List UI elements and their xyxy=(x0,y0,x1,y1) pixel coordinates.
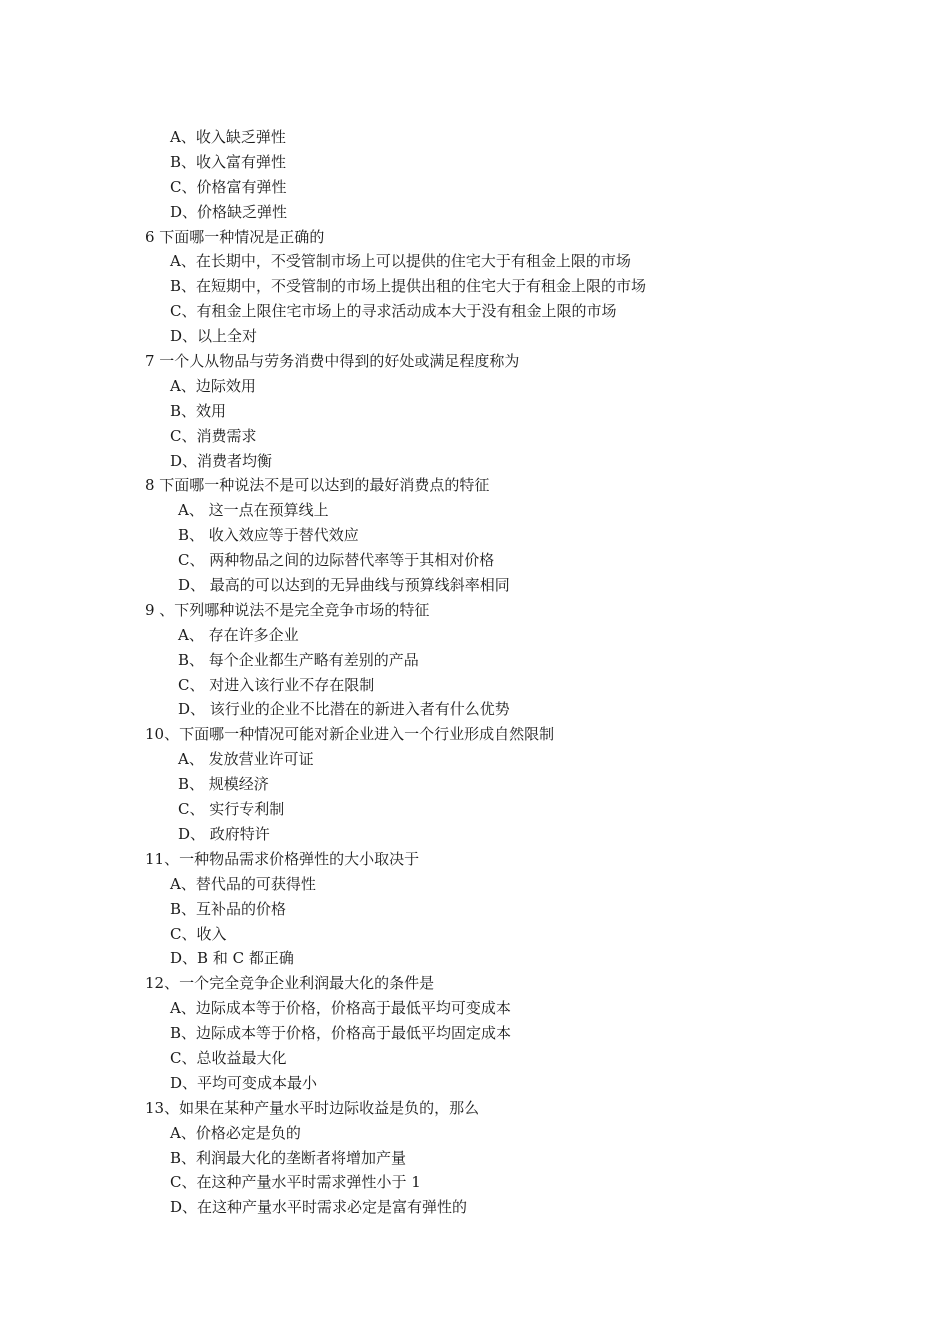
answer-option: A、在长期中，不受管制市场上可以提供的住宅大于有租金上限的市场 xyxy=(170,252,631,271)
question-stem: 13、如果在某种产量水平时边际收益是负的，那么 xyxy=(145,1098,480,1117)
answer-option: B、在短期中，不受管制的市场上提供出租的住宅大于有租金上限的市场 xyxy=(170,277,647,296)
answer-option: C、有租金上限住宅市场上的寻求活动成本大于没有租金上限的市场 xyxy=(170,302,617,321)
question-stem: 10、下面哪一种情况可能对新企业进入一个行业形成自然限制 xyxy=(145,725,555,744)
answer-option: C、 两种物品之间的边际替代率等于其相对价格 xyxy=(178,551,495,570)
answer-option: B、收入富有弹性 xyxy=(170,152,287,171)
answer-option: A、边际效用 xyxy=(170,376,256,395)
answer-option: D、B 和 C 都正确 xyxy=(170,949,294,968)
question-stem: 6 下面哪一种情况是正确的 xyxy=(145,227,325,246)
answer-option: A、 存在许多企业 xyxy=(178,625,299,644)
answer-option: D、 政府特许 xyxy=(178,824,270,843)
answer-option: D、以上全对 xyxy=(170,327,258,346)
answer-option: B、边际成本等于价格，价格高于最低平均固定成本 xyxy=(170,1024,512,1043)
question-stem: 11、一种物品需求价格弹性的大小取决于 xyxy=(145,849,420,868)
answer-option: C、价格富有弹性 xyxy=(170,177,287,196)
question-stem: 9 、下列哪种说法不是完全竞争市场的特征 xyxy=(145,600,430,619)
answer-option: B、利润最大化的垄断者将增加产量 xyxy=(170,1148,407,1167)
answer-option: C、收入 xyxy=(170,924,227,943)
answer-option: A、收入缺乏弹性 xyxy=(170,128,286,146)
answer-option: A、 这一点在预算线上 xyxy=(178,501,329,520)
answer-option: C、 对进入该行业不存在限制 xyxy=(178,675,375,694)
answer-option: A、 发放营业许可证 xyxy=(178,750,314,769)
answer-option: C、在这种产量水平时需求弹性小于 1 xyxy=(170,1173,421,1192)
answer-option: D、消费者均衡 xyxy=(170,451,273,470)
answer-option: B、 收入效应等于替代效应 xyxy=(178,526,359,545)
answer-option: D、平均可变成本最小 xyxy=(170,1073,318,1092)
answer-option: D、 该行业的企业不比潜在的新进入者有什么优势 xyxy=(178,700,510,719)
answer-option: A、边际成本等于价格，价格高于最低平均可变成本 xyxy=(170,999,511,1018)
question-list xyxy=(145,125,845,1220)
answer-option: B、 每个企业都生产略有差别的产品 xyxy=(178,650,419,669)
answer-option: D、在这种产量水平时需求必定是富有弹性的 xyxy=(170,1198,468,1217)
answer-option: A、价格必定是负的 xyxy=(170,1123,301,1142)
answer-option: A、替代品的可获得性 xyxy=(170,874,316,893)
question-stem: 7 一个人从物品与劳务消费中得到的好处或满足程度称为 xyxy=(145,352,520,371)
answer-option: D、价格缺乏弹性 xyxy=(170,202,288,221)
answer-option: D、 最高的可以达到的无异曲线与预算线斜率相同 xyxy=(178,576,510,595)
question-stem: 12、一个完全竞争企业利润最大化的条件是 xyxy=(145,974,435,993)
answer-option: C、 实行专利制 xyxy=(178,800,285,819)
question-stem: 8 下面哪一种说法不是可以达到的最好消费点的特征 xyxy=(145,476,490,495)
answer-option: B、 规模经济 xyxy=(178,775,269,794)
answer-option: C、总收益最大化 xyxy=(170,1048,287,1067)
answer-option: C、消费需求 xyxy=(170,426,257,445)
answer-option: B、效用 xyxy=(170,401,227,420)
answer-option: B、互补品的价格 xyxy=(170,899,287,918)
